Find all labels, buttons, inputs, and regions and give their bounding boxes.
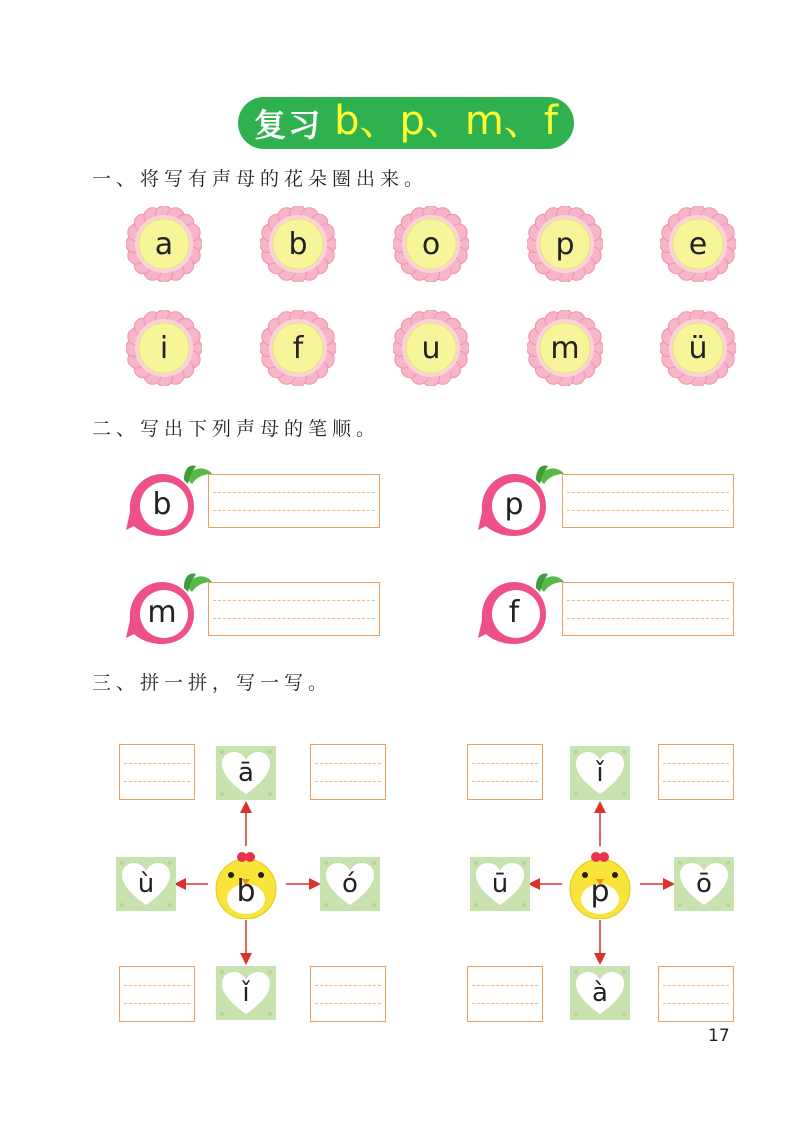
page-number: 17 <box>708 1026 730 1046</box>
guide-line <box>315 985 381 986</box>
vowel-card <box>216 966 276 1020</box>
flower-letter: m <box>550 330 580 366</box>
vowel-letter: ǐ <box>242 978 250 1008</box>
guide-line <box>472 985 538 986</box>
flower-letter: ü <box>688 330 708 366</box>
chick-consonant <box>211 849 281 919</box>
vowel-card <box>216 746 276 800</box>
guide-line <box>472 763 538 764</box>
guide-line <box>663 985 729 986</box>
section2-title: 二、写出下列声母的笔顺。 <box>92 418 381 440</box>
guide-line <box>663 763 729 764</box>
radish-letter: f <box>508 594 520 630</box>
guide-line <box>315 781 381 782</box>
flower-letter: p <box>555 226 575 262</box>
flower-letter: f <box>292 330 304 366</box>
guide-line <box>472 1003 538 1004</box>
answer-box[interactable] <box>119 744 195 800</box>
answer-box[interactable] <box>467 966 543 1022</box>
center-consonant: p <box>590 873 610 909</box>
flower-letter: i <box>159 330 169 366</box>
answer-box[interactable] <box>658 744 734 800</box>
guide-line <box>124 763 190 764</box>
vowel-card <box>570 746 630 800</box>
guide-line <box>124 781 190 782</box>
radish-letter: p <box>504 486 524 522</box>
flower-letter: a <box>154 226 174 262</box>
flower-letter: o <box>421 226 441 262</box>
guide-line <box>663 1003 729 1004</box>
vowel-letter: ó <box>342 869 358 899</box>
vowel-card <box>570 966 630 1020</box>
vowel-letter: ǐ <box>596 758 604 788</box>
answer-box[interactable] <box>310 744 386 800</box>
vowel-letter: à <box>592 978 608 1008</box>
answer-box[interactable] <box>119 966 195 1022</box>
vowel-letter: ū <box>491 869 509 899</box>
guide-line <box>472 781 538 782</box>
radish-letter: b <box>152 486 172 522</box>
section3-title: 三、拼一拼，写一写。 <box>92 672 333 694</box>
center-consonant: b <box>236 873 256 909</box>
vowel-card <box>116 857 176 911</box>
vowel-letter: ā <box>238 758 254 788</box>
flower-letter: e <box>688 226 708 262</box>
section1-title: 一、将写有声母的花朵圈出来。 <box>92 168 429 190</box>
guide-line <box>124 985 190 986</box>
flower-letter: b <box>288 226 308 262</box>
guide-line <box>315 1003 381 1004</box>
guide-line <box>315 763 381 764</box>
vowel-letter: ù <box>137 869 155 899</box>
title-chinese: 复习 <box>254 106 323 144</box>
guide-line <box>663 781 729 782</box>
vowel-card <box>470 857 530 911</box>
chick-consonant <box>565 849 635 919</box>
vowel-card <box>320 857 380 911</box>
radish-letter: m <box>147 594 177 630</box>
title-pinyin: b、p、m、f <box>334 98 558 144</box>
answer-box[interactable] <box>310 966 386 1022</box>
vowel-card <box>674 857 734 911</box>
guide-line <box>124 1003 190 1004</box>
answer-box[interactable] <box>467 744 543 800</box>
answer-box[interactable] <box>658 966 734 1022</box>
vowel-letter: ō <box>696 869 712 899</box>
flower-letter: u <box>421 330 441 366</box>
